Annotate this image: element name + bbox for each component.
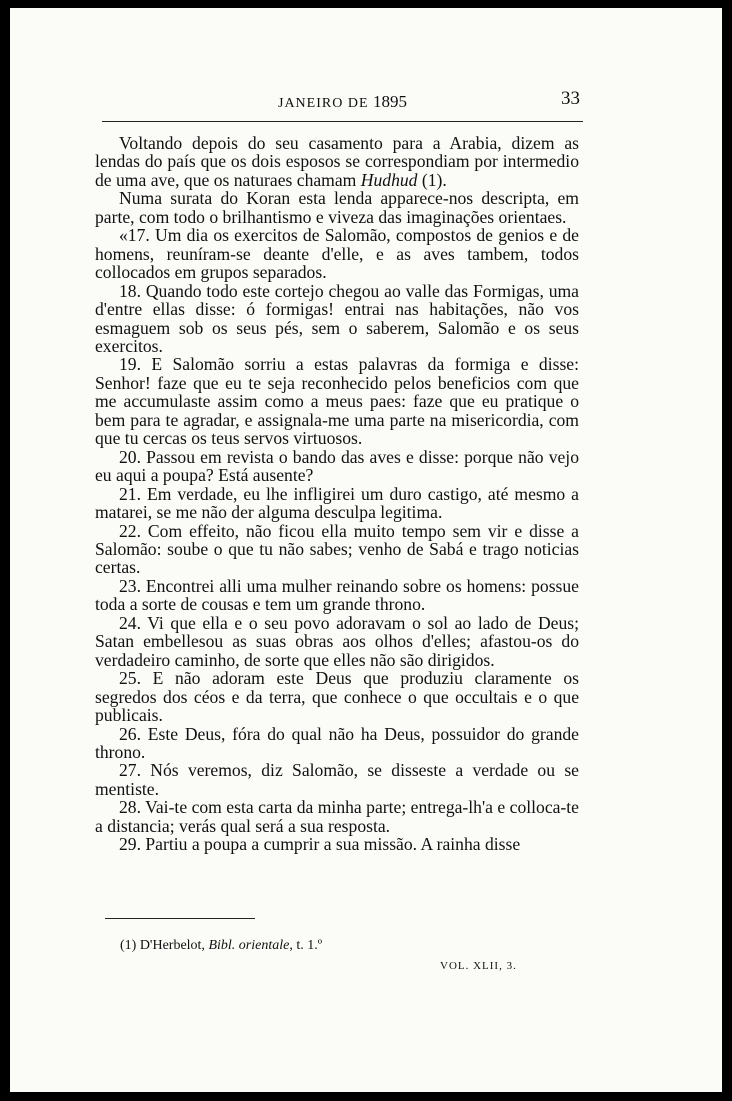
footnote-rule [105,918,255,919]
paragraph: Numa surata do Koran esta lenda apparece-nos descripta, em parte, com todo o brilhantismo e viveza das imaginações orientaes. [95,188,579,227]
paragraph: 23. Encontrei alli uma mulher reinando sobre os homens: possue toda a sorte de cousas e tem um grande throno. [95,575,579,615]
paragraph: 25. E não adoram este Deus que produziu claramente os segredos dos céos e da terra, que conhece o que occultais e o que publicais. [95,668,579,726]
running-header [105,88,580,116]
paragraph: 26. Este Deus, fóra do qual não ha Deus, possuidor do grande throno. [95,723,579,762]
footnote-italic: Bibl. orientale [208,938,290,953]
header-year: 1895 [373,92,407,111]
footnote: (1) D'Herbelot, Bibl. orientale, t. 1.º [120,938,323,953]
paragraph: 19. E Salomão sorriu a estas palavras da formiga e disse: Senhor! faze que eu te seja reconhecido pelos beneficios com que me accumulaste assim como a meus paes: faze que eu pratique o bem para te agradar, e assignala-me uma parte na misericordia, com que tu cercas os teus servos virtuosos. [95,354,579,449]
page-number: 33 [561,88,580,109]
footnote-ref: (1). [417,169,447,190]
paragraph: 20. Passou em revista o bando das aves e disse: porque não vejo eu aqui a poupa? Está ausente? [95,446,579,486]
header-month: JANEIRO DE [278,96,369,111]
paragraph: 29. Partiu a poupa a cumprir a sua missão. A rainha disse [119,834,521,855]
signature-mark: VOL. XLII, 3. [440,960,517,972]
paragraph: 28. Vai-te com esta carta da minha parte; entrega-lh'a e colloca-te a distancia; verás qual será a sua resposta. [95,797,579,836]
paragraph: 18. Quando todo este cortejo chegou ao valle das Formigas, uma d'entre ellas disse: ó formigas! entrai nas habitações, não vos esmaguem sob os seus pés, sem o saberem, Salomão e os seus exercitos. [95,280,579,356]
hudhud-italic: Hudhud [360,169,418,190]
body-text [95,134,579,854]
paragraph: 27. Nós veremos, diz Salomão, se disseste a verdade ou se mentiste. [95,760,579,799]
paragraph: Voltando depois do seu casamento para a Arabia, dizem as lendas do país que os dois esposos se correspondiam por intermedio de uma ave, que os naturaes chamam Hudhud (1). [95,133,579,190]
paragraph: 22. Com effeito, não ficou ella muito tempo sem vir e disse a Salomão: soube o que tu não sabes; venho de Sabá e trago noticias certas. [95,520,579,578]
paragraph: «17. Um dia os exercitos de Salomão, compostos de genios e de homens, reuníram-se deante d'elle, e as aves tambem, todos collocados em grupos separados. [95,225,579,283]
page [10,8,722,1092]
header-title [105,92,580,112]
header-rule [102,121,583,122]
paragraph: 21. Em verdade, eu lhe infligirei um duro castigo, até mesmo a matarei, se me não der alguma desculpa legitima. [95,483,579,523]
paragraph: 24. Vi que ella e o seu povo adoravam o sol ao lado de Deus; Satan embellesou as suas obras aos olhos d'elles; afastou-os do verdadeiro caminho, de sorte que elles não são dirigidos. [95,612,579,670]
